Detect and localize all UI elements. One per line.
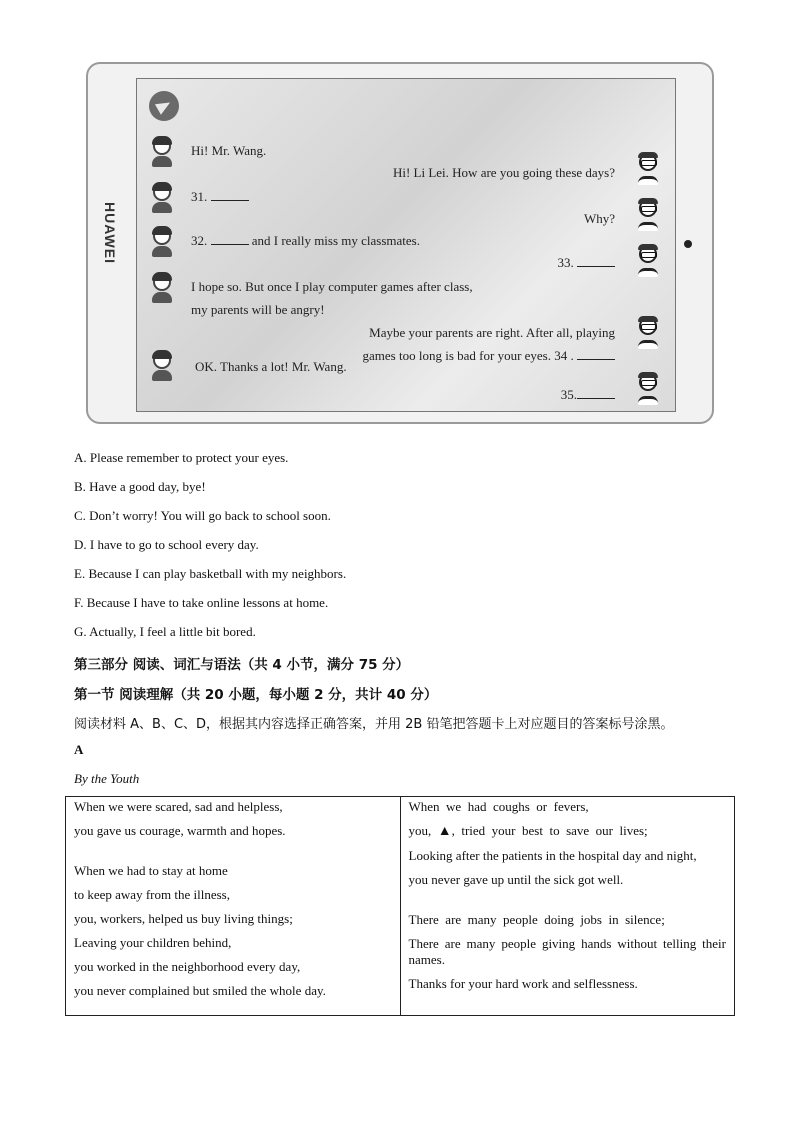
poem-line: When we were scared, sad and helpless, bbox=[74, 799, 283, 814]
poem-left-column bbox=[66, 797, 401, 1016]
student-avatar-icon bbox=[149, 227, 175, 257]
option-e: E. Because I can play basketball with my neighbors. bbox=[74, 566, 347, 581]
poem-line: There are many people giving hands without telling their names. bbox=[408, 936, 726, 967]
instruction-text: 阅读材料 A、B、C、D，根据其内容选择正确答案，并用 2B 铅笔把答题卡上对应题目的答案标号涂黑。 bbox=[74, 717, 674, 732]
chat-message: 33. bbox=[558, 251, 616, 274]
poem-line: you gave us courage, warmth and hopes. bbox=[74, 823, 286, 838]
chat-message: Hi! Li Lei. How are you going these days? bbox=[392, 165, 615, 180]
option-d: D. I have to go to school every day. bbox=[74, 537, 259, 552]
option-f: F. Because I have to take online lessons at home. bbox=[74, 595, 329, 610]
poem-line: you, ▲, tried your best to save our lives; bbox=[408, 823, 648, 839]
camera-icon bbox=[684, 240, 692, 248]
poem-line: When we had to stay at home bbox=[74, 863, 228, 878]
option-g: G. Actually, I feel a little bit bored. bbox=[74, 624, 256, 639]
answer-blank bbox=[577, 387, 615, 399]
section-heading: 第三部分 阅读、词汇与语法（共 4 小节，满分 75 分） bbox=[74, 657, 410, 673]
poem-line: Thanks for your hard work and selflessness. bbox=[408, 976, 638, 991]
poem-line: you, workers, helped us buy living things; bbox=[74, 911, 293, 926]
passage-label: A bbox=[74, 742, 84, 757]
option-a: A. Please remember to protect your eyes. bbox=[74, 450, 289, 465]
chat-screen bbox=[136, 78, 676, 412]
chat-message: 31. bbox=[191, 185, 249, 208]
teacher-avatar-icon bbox=[635, 373, 661, 403]
chat-message: I hope so. But once I play computer games after class, bbox=[191, 279, 473, 294]
chat-message: Why? bbox=[583, 211, 615, 226]
option-b: B. Have a good day, bye! bbox=[74, 479, 206, 494]
tablet-brand: HUAWEI bbox=[102, 202, 118, 264]
poem-line: to keep away from the illness, bbox=[74, 887, 230, 902]
chat-message: Maybe your parents are right. After all, playing bbox=[369, 325, 615, 340]
student-avatar-icon bbox=[149, 351, 175, 381]
poem-line: There are many people doing jobs in silence; bbox=[408, 912, 665, 927]
teacher-avatar-icon bbox=[635, 317, 661, 347]
poem-line: you worked in the neighborhood every day, bbox=[74, 959, 301, 974]
chat-message: OK. Thanks a lot! Mr. Wang. bbox=[195, 359, 347, 374]
option-c: C. Don’t worry! You will go back to school soon. bbox=[74, 508, 331, 523]
answer-blank bbox=[211, 189, 249, 201]
poem-line: Leaving your children behind, bbox=[74, 935, 232, 950]
teacher-avatar-icon bbox=[635, 199, 661, 229]
poem-line: Looking after the patients in the hospital day and night, bbox=[408, 848, 697, 863]
student-avatar-icon bbox=[149, 183, 175, 213]
teacher-avatar-icon bbox=[635, 153, 661, 183]
tablet-illustration bbox=[86, 62, 714, 424]
poem-line: When we had coughs or fevers, bbox=[408, 799, 589, 814]
poem-table bbox=[65, 796, 735, 1016]
teacher-avatar-icon bbox=[635, 245, 661, 275]
chat-message: 32. and I really miss my classmates. bbox=[191, 233, 420, 248]
chat-message: my parents will be angry! bbox=[191, 302, 325, 317]
poem-line: you never gave up until the sick got well. bbox=[408, 872, 624, 887]
poem-line: you never complained but smiled the whole day. bbox=[74, 983, 326, 998]
poem-title: By the Youth bbox=[74, 771, 140, 786]
chat-message: Hi! Mr. Wang. bbox=[191, 143, 267, 158]
app-logo-icon bbox=[149, 91, 179, 121]
student-avatar-icon bbox=[149, 137, 175, 167]
student-avatar-icon bbox=[149, 273, 175, 303]
poem-right-column bbox=[400, 797, 735, 1016]
answer-blank bbox=[577, 348, 615, 360]
chat-message: games too long is bad for your eyes. 34 . bbox=[363, 344, 615, 367]
chat-message: 35. bbox=[561, 383, 615, 406]
subsection-heading: 第一节 阅读理解（共 20 小题，每小题 2 分，共计 40 分） bbox=[74, 687, 438, 703]
answer-blank bbox=[577, 255, 615, 267]
triangle-icon: ▲ bbox=[437, 824, 452, 839]
answer-blank bbox=[211, 233, 249, 245]
